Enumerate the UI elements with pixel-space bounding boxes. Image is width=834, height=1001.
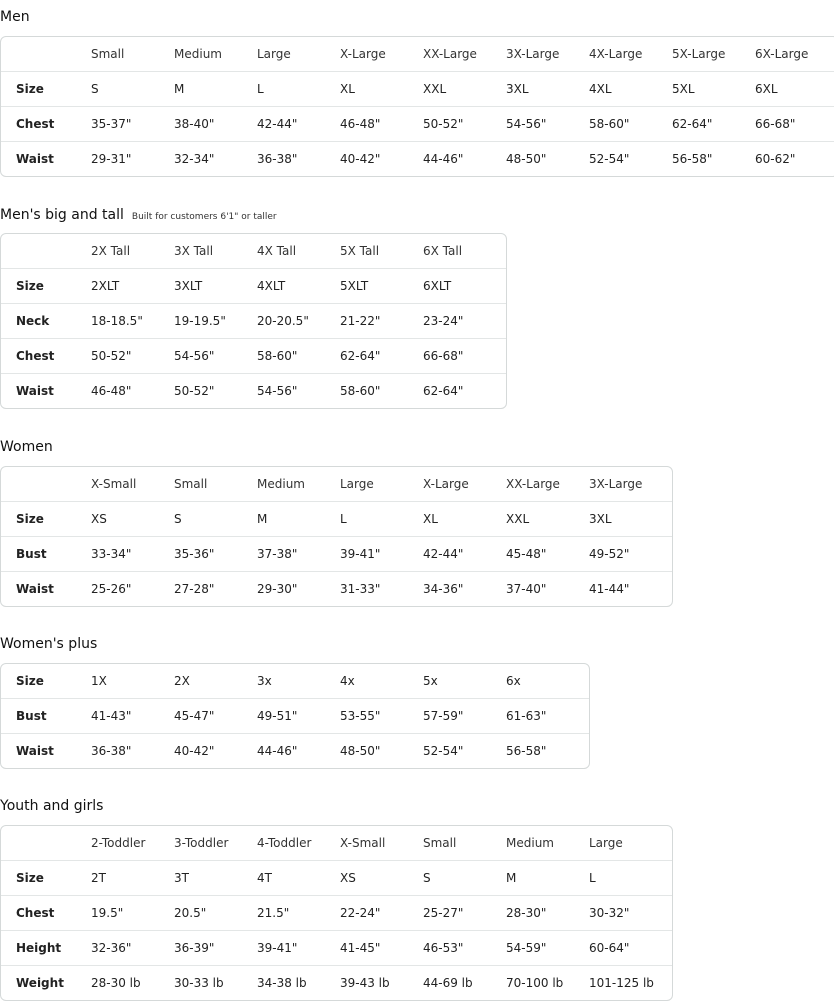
table-row-chest <box>1 339 506 374</box>
table-cell: 34-36" <box>423 582 464 596</box>
table-row-chest <box>1 896 672 931</box>
table-cell: 5x <box>423 664 506 699</box>
row-label: Waist <box>16 744 54 758</box>
section-title-text: Women's plus <box>0 636 98 652</box>
table-cell: 58-60" <box>589 107 672 142</box>
column-header: X-Small <box>91 467 174 502</box>
table-cell: 4XL <box>589 72 672 107</box>
table-cell: 5XLT <box>340 269 423 304</box>
table-row-size <box>1 269 506 304</box>
table-cell: M <box>174 72 257 107</box>
table-cell: 22-24" <box>340 896 423 931</box>
table-cell: 4x <box>340 664 423 699</box>
table-cell: 56-58" <box>506 744 547 758</box>
table-cell: L <box>257 72 340 107</box>
section-title-women <box>0 439 53 455</box>
row-label: Neck <box>1 304 91 339</box>
table-cell: 46-53" <box>423 931 506 966</box>
table-row-size <box>1 861 672 896</box>
table-cell: 49-51" <box>257 699 340 734</box>
table-cell: 52-54" <box>423 744 464 758</box>
table-row-size <box>1 502 672 537</box>
table-cell: 3XL <box>589 502 672 537</box>
table-cell: 70-100 lb <box>506 976 564 990</box>
table-row-size <box>1 72 834 107</box>
table-cell: L <box>589 861 672 896</box>
section-title-men-s-big-and-tall <box>0 207 277 225</box>
table-cell: 31-33" <box>340 582 381 596</box>
size-table-women <box>0 466 673 607</box>
table-cell: 32-34" <box>174 152 215 166</box>
column-header: 6X Tall <box>423 234 506 269</box>
table-cell: 19-19.5" <box>174 304 257 339</box>
table-cell: 41-44" <box>589 582 630 596</box>
table-cell: 36-38" <box>257 152 298 166</box>
table-cell: 39-41" <box>340 537 423 572</box>
table-cell: 29-31" <box>91 152 132 166</box>
table-cell: 48-50" <box>506 152 547 166</box>
table-cell: 21-22" <box>340 304 423 339</box>
table-cell: 49-52" <box>589 537 672 572</box>
table-cell: 37-40" <box>506 582 547 596</box>
column-header: XX-Large <box>423 37 506 72</box>
table-cell: XXL <box>506 502 589 537</box>
table-cell: 101-125 lb <box>589 976 654 990</box>
table-cell: S <box>91 72 174 107</box>
column-header: 4X-Large <box>589 37 672 72</box>
size-table-women-s-plus <box>0 663 590 769</box>
table-cell: 25-27" <box>423 896 506 931</box>
table-cell: 42-44" <box>257 107 340 142</box>
table-cell: 6XLT <box>423 269 506 304</box>
table-cell: 54-56" <box>506 107 589 142</box>
table-cell: 2XLT <box>91 269 174 304</box>
table-row-weight <box>1 966 672 1000</box>
header-corner-cell <box>1 37 91 72</box>
table-cell: 60-62" <box>755 152 796 166</box>
table-cell: 62-64" <box>423 384 464 398</box>
table-cell: 46-48" <box>91 384 132 398</box>
table-cell: 3T <box>174 861 257 896</box>
column-header: Medium <box>257 467 340 502</box>
table-cell: 50-52" <box>174 384 215 398</box>
table-cell: M <box>257 502 340 537</box>
table-cell: XL <box>340 72 423 107</box>
header-corner-cell <box>1 467 91 502</box>
section-title-text: Youth and girls <box>0 798 104 814</box>
column-header: XX-Large <box>506 467 589 502</box>
table-row-waist <box>1 572 672 606</box>
table-cell: 45-47" <box>174 699 257 734</box>
column-header: X-Small <box>340 826 423 861</box>
table-cell: 58-60" <box>257 339 340 374</box>
table-row-neck <box>1 304 506 339</box>
row-label: Size <box>1 269 91 304</box>
column-header: 3X-Large <box>589 467 672 502</box>
table-cell: 50-52" <box>423 107 506 142</box>
column-header: 4X Tall <box>257 234 340 269</box>
table-cell: XL <box>423 502 506 537</box>
table-cell: 6x <box>506 664 589 699</box>
column-header: 2-Toddler <box>91 826 174 861</box>
table-cell: 54-56" <box>257 384 298 398</box>
row-label: Waist <box>16 384 54 398</box>
table-cell: 28-30 lb <box>91 976 141 990</box>
table-cell: 36-39" <box>174 931 257 966</box>
table-row-waist <box>1 374 506 408</box>
table-cell: 61-63" <box>506 699 589 734</box>
table-cell: 36-38" <box>91 744 132 758</box>
table-header-row <box>1 826 672 861</box>
table-cell: 29-30" <box>257 582 298 596</box>
table-cell: 40-42" <box>174 744 215 758</box>
column-header: Medium <box>506 826 589 861</box>
column-header: Large <box>340 467 423 502</box>
column-header: Medium <box>174 37 257 72</box>
table-cell: 41-45" <box>340 931 423 966</box>
column-header: X-Large <box>340 37 423 72</box>
table-cell: 44-46" <box>423 152 464 166</box>
section-note: Built for customers 6'1" or taller <box>131 212 277 222</box>
table-cell: 34-38 lb <box>257 976 307 990</box>
table-cell: 56-58" <box>672 152 713 166</box>
table-cell: 32-36" <box>91 931 174 966</box>
table-row-bust <box>1 537 672 572</box>
column-header: Small <box>91 37 174 72</box>
column-header: 4-Toddler <box>257 826 340 861</box>
section-title-men <box>0 9 30 25</box>
section-title-women-s-plus <box>0 636 97 652</box>
column-header: Large <box>589 826 672 861</box>
table-cell: 40-42" <box>340 152 381 166</box>
table-cell: 48-50" <box>340 744 381 758</box>
section-title-text: Men's big and tall <box>0 207 124 223</box>
column-header: 3X-Large <box>506 37 589 72</box>
table-cell: 5XL <box>672 72 755 107</box>
table-cell: 41-43" <box>91 699 174 734</box>
row-label: Size <box>1 502 91 537</box>
column-header: 3X Tall <box>174 234 257 269</box>
table-cell: L <box>340 502 423 537</box>
row-label: Chest <box>1 107 91 142</box>
table-cell: S <box>423 861 506 896</box>
column-header: 3-Toddler <box>174 826 257 861</box>
table-cell: 66-68" <box>423 339 506 374</box>
column-header: 2X Tall <box>91 234 174 269</box>
table-cell: 3x <box>257 664 340 699</box>
size-table-youth-and-girls <box>0 825 673 1001</box>
table-cell: S <box>174 502 257 537</box>
table-cell: 30-32" <box>589 896 672 931</box>
table-cell: 45-48" <box>506 537 589 572</box>
table-cell: 3XLT <box>174 269 257 304</box>
table-cell: XS <box>340 861 423 896</box>
table-header-row <box>1 37 834 72</box>
size-table-men <box>0 36 834 177</box>
row-label: Waist <box>16 582 54 596</box>
table-cell: 44-69 lb <box>423 976 473 990</box>
row-label: Chest <box>1 339 91 374</box>
row-label: Size <box>1 664 91 699</box>
table-row-waist <box>1 734 589 768</box>
column-header: 5X-Large <box>672 37 755 72</box>
table-cell: 27-28" <box>174 582 215 596</box>
size-table-men-s-big-and-tall <box>0 233 507 409</box>
table-row-height <box>1 931 672 966</box>
table-cell: 20-20.5" <box>257 304 340 339</box>
table-cell: 39-43 lb <box>340 976 390 990</box>
table-cell: 53-55" <box>340 699 423 734</box>
row-label: Waist <box>16 152 54 166</box>
table-cell: 25-26" <box>91 582 132 596</box>
table-cell: 18-18.5" <box>91 304 174 339</box>
table-cell: 60-64" <box>589 931 672 966</box>
table-cell: 30-33 lb <box>174 976 224 990</box>
table-cell: 50-52" <box>91 339 174 374</box>
table-cell: 42-44" <box>423 537 506 572</box>
table-cell: 44-46" <box>257 744 298 758</box>
table-row-bust <box>1 699 589 734</box>
table-cell: 62-64" <box>672 107 755 142</box>
column-header: X-Large <box>423 467 506 502</box>
table-cell: 38-40" <box>174 107 257 142</box>
table-cell: 46-48" <box>340 107 423 142</box>
column-header: 6X-Large <box>755 37 834 72</box>
column-header: Small <box>423 826 506 861</box>
table-cell: 66-68" <box>755 107 834 142</box>
table-row-chest <box>1 107 834 142</box>
row-label: Bust <box>1 699 91 734</box>
section-title-text: Women <box>0 439 53 455</box>
table-row-waist <box>1 142 834 176</box>
table-cell: 6XL <box>755 72 834 107</box>
table-row-size <box>1 664 589 699</box>
table-cell: 54-56" <box>174 339 257 374</box>
table-cell: 20.5" <box>174 896 257 931</box>
table-cell: 4T <box>257 861 340 896</box>
table-cell: 2X <box>174 664 257 699</box>
table-cell: 37-38" <box>257 537 340 572</box>
column-header: Large <box>257 37 340 72</box>
table-cell: 19.5" <box>91 896 174 931</box>
row-label: Chest <box>1 896 91 931</box>
table-header-row <box>1 234 506 269</box>
table-cell: 2T <box>91 861 174 896</box>
table-cell: 35-36" <box>174 537 257 572</box>
header-corner-cell <box>1 826 91 861</box>
row-label: Height <box>1 931 91 966</box>
table-cell: 4XLT <box>257 269 340 304</box>
table-cell: 23-24" <box>423 304 506 339</box>
table-header-row <box>1 467 672 502</box>
row-label: Bust <box>1 537 91 572</box>
table-cell: 1X <box>91 664 174 699</box>
row-label: Size <box>1 72 91 107</box>
table-cell: 52-54" <box>589 152 630 166</box>
table-cell: XXL <box>423 72 506 107</box>
column-header: Small <box>174 467 257 502</box>
table-cell: 3XL <box>506 72 589 107</box>
row-label: Size <box>1 861 91 896</box>
table-cell: 58-60" <box>340 384 381 398</box>
column-header: 5X Tall <box>340 234 423 269</box>
table-cell: 54-59" <box>506 931 589 966</box>
section-title-text: Men <box>0 9 30 25</box>
table-cell: 62-64" <box>340 339 423 374</box>
row-label: Weight <box>16 976 64 990</box>
table-cell: 35-37" <box>91 107 174 142</box>
header-corner-cell <box>1 234 91 269</box>
section-title-youth-and-girls <box>0 798 103 814</box>
table-cell: 28-30" <box>506 896 589 931</box>
table-cell: 33-34" <box>91 537 174 572</box>
table-cell: 39-41" <box>257 931 340 966</box>
table-cell: 21.5" <box>257 896 340 931</box>
table-cell: M <box>506 861 589 896</box>
table-cell: XS <box>91 502 174 537</box>
table-cell: 57-59" <box>423 699 506 734</box>
